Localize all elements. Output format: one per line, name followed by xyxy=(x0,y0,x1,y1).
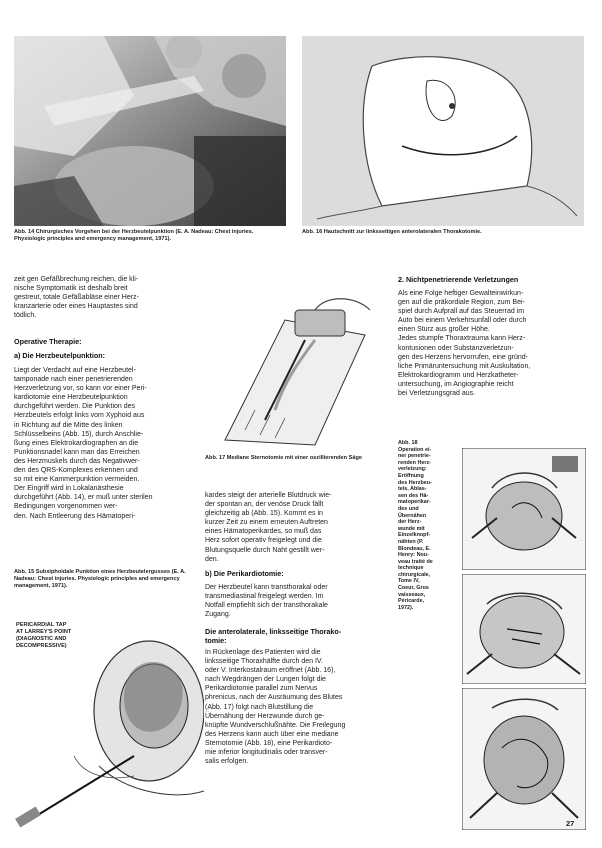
figure-18-drawing-c xyxy=(462,688,586,830)
page-number: 27 xyxy=(566,819,575,828)
column-1-intro: zeit gen Gefäßbrechung reichen, die kli- nische Symptomatik ist deshalb breit gestreut, totale Gefäßabläse einer Herz- kranzarterie oder eines Hauptastes sind tödlich. xyxy=(14,276,139,320)
heart-surgery-illustration-c xyxy=(462,688,586,830)
figure-16-drawing xyxy=(302,36,584,226)
sternotomy-saw-illustration xyxy=(205,290,388,450)
heart-surgery-illustration-a xyxy=(462,448,586,570)
column-3-text: Als eine Folge heftiger Gewalteinwirkun- gen auf die präkordiale Region, zum Bei- spiel durch Aufprall auf das Steuerrad im Auto bei einem Verkehrsunfall oder durch einen Sturz aus großer Höhe. Jedes stumpfe Thoraxtrauma kann Herz- kontusionen oder Substanzverletzun- gen des Herzens hervorrufen, eine gründ- liche Primäruntersuchung mit Auskultation, Elektrokardiogramm und Herzkatheter- untersuchung, im Angiographie reicht bei Verletzungsgrad aus. xyxy=(398,290,531,398)
figure-14-caption: Abb. 14 Chirurgisches Vorgehen bei der Herzbeutelpunktion (E. A. Nadeau: Chest injuries. Physiologic principles and emergency management, 1971). xyxy=(14,229,254,242)
heading-nichtpenetrierende: 2. Nichtpenetrierende Verletzungen xyxy=(398,275,519,284)
figure-18-drawing-a xyxy=(462,448,586,570)
surgery-photo-illustration xyxy=(14,36,286,226)
heading-perikardiotomie: b) Die Perikardiotomie: xyxy=(205,569,284,578)
figure-17-caption: Abb. 17 Mediane Sternotomie mit einer oszillierenden Säge xyxy=(205,455,362,461)
figure-14-photo xyxy=(14,36,286,226)
figure-18-caption: Abb. 18 Operation ei- ner penetrie- renden Herz- verletzung: Eröffnung des Herzbeu- tels, Ablas- sen des Hä- matoperikar- des und Übernähen der Herz- wunde mit Einzelknopf- nähten (P. Blondeau, E. Henry: Nou- veau traité de technique chirurgicale, Tome IV, Coeur, Gros vaisseaux, Péricarde, 1972). xyxy=(398,440,433,611)
heading-thorakotomie: Die anterolaterale, linksseitige Thorako- tomie: xyxy=(205,627,342,645)
column-2-top: kardes steigt der arterielle Blutdruck wie- der spontan an, der venöse Druck fällt gleichzeitig ab (Abb. 15). Kommt es in kurzer Zeit zu einem erneuten Auftreten eines Hämatoperikardes, so muß das Herz sofort operativ freigelegt und die Blutungsquelle durch Naht gestillt wer- den. xyxy=(205,492,332,563)
figure-17-drawing xyxy=(205,290,388,450)
figure-15-label: PERICARDIAL TAP AT LARREY'S POINT (DIAGNOSTIC AND DECOMPRESSIVE) xyxy=(16,622,72,649)
column-2-b-text: Der Herzbeutel kann transthorakal oder transmediastinal freigelegt werden. Im Notfall empfiehlt sich der transthorakale Zugang. xyxy=(205,584,328,619)
figure-18-drawing-b xyxy=(462,574,586,684)
thoracotomy-incision-illustration xyxy=(302,36,584,226)
column-2-c-text: In Rückenlage des Patienten wird die linksseitige Thoraxhälfte durch den IV. oder V. Interkostalraum eröffnet (Abb. 16), nach Wegdrängen der Lungen folgt die Perikardiotomie parallel zum Nervus phrenicus, nach der Ausräumung des Blutes (Abb. 17) folgt nach Blutstillung die Übernähung der Herzwunde durch ge- knüpfte Wundverschlußnähte. Die Freilegung des Herzens kann auch über eine mediane Sternotomie (Abb. 18), eine Perikardioto- mie inferior longitudinalis oder transver- salis erfolgen. xyxy=(205,649,346,766)
figure-15-caption: Abb. 15 Subxiphoidale Punktion eines Herzbeutelergusses (E. A. Nadeau: Chest injuries. Physiologic principles and emergency management, 1971). xyxy=(14,569,186,589)
heading-herzbeutelpunktion: a) Die Herzbeutelpunktion: xyxy=(14,351,106,360)
column-1-body: Liegt der Verdacht auf eine Herzbeutel- tamponade nach einer penetrierenden Herzverletzung vor, so kann vor einer Peri- kardiotomie eine Herzbeutelpunktion durchgeführt werden. Die Punktion des Herzbeutels erfolgt links vom Xyphoid aus in Richtung auf die Mitte des linken Schlüsselbeins (Abb. 15), durch Anschlie- ßung eines Elektrokardiographen an die Punktionsnadel kann man das Erreichen des Herzmuskels durch das Negativwer- den des QRS-Komplexes erkennen und so mit eine Kammerpunktion vermeiden. Der Eingriff wird in Lokalanästhesie durchgeführt (Abb. 14), er muß unter sterilen Bedingungen vorgenommen wer- den. Nach Entleerung des Hämatoperi- xyxy=(14,367,153,520)
heart-surgery-illustration-b xyxy=(462,574,586,684)
heading-operative-therapie: Operative Therapie: xyxy=(14,337,82,346)
figure-16-caption: Abb. 16 Hautschnitt zur linksseitigen anterolateralen Thorakotomie. xyxy=(302,229,482,235)
